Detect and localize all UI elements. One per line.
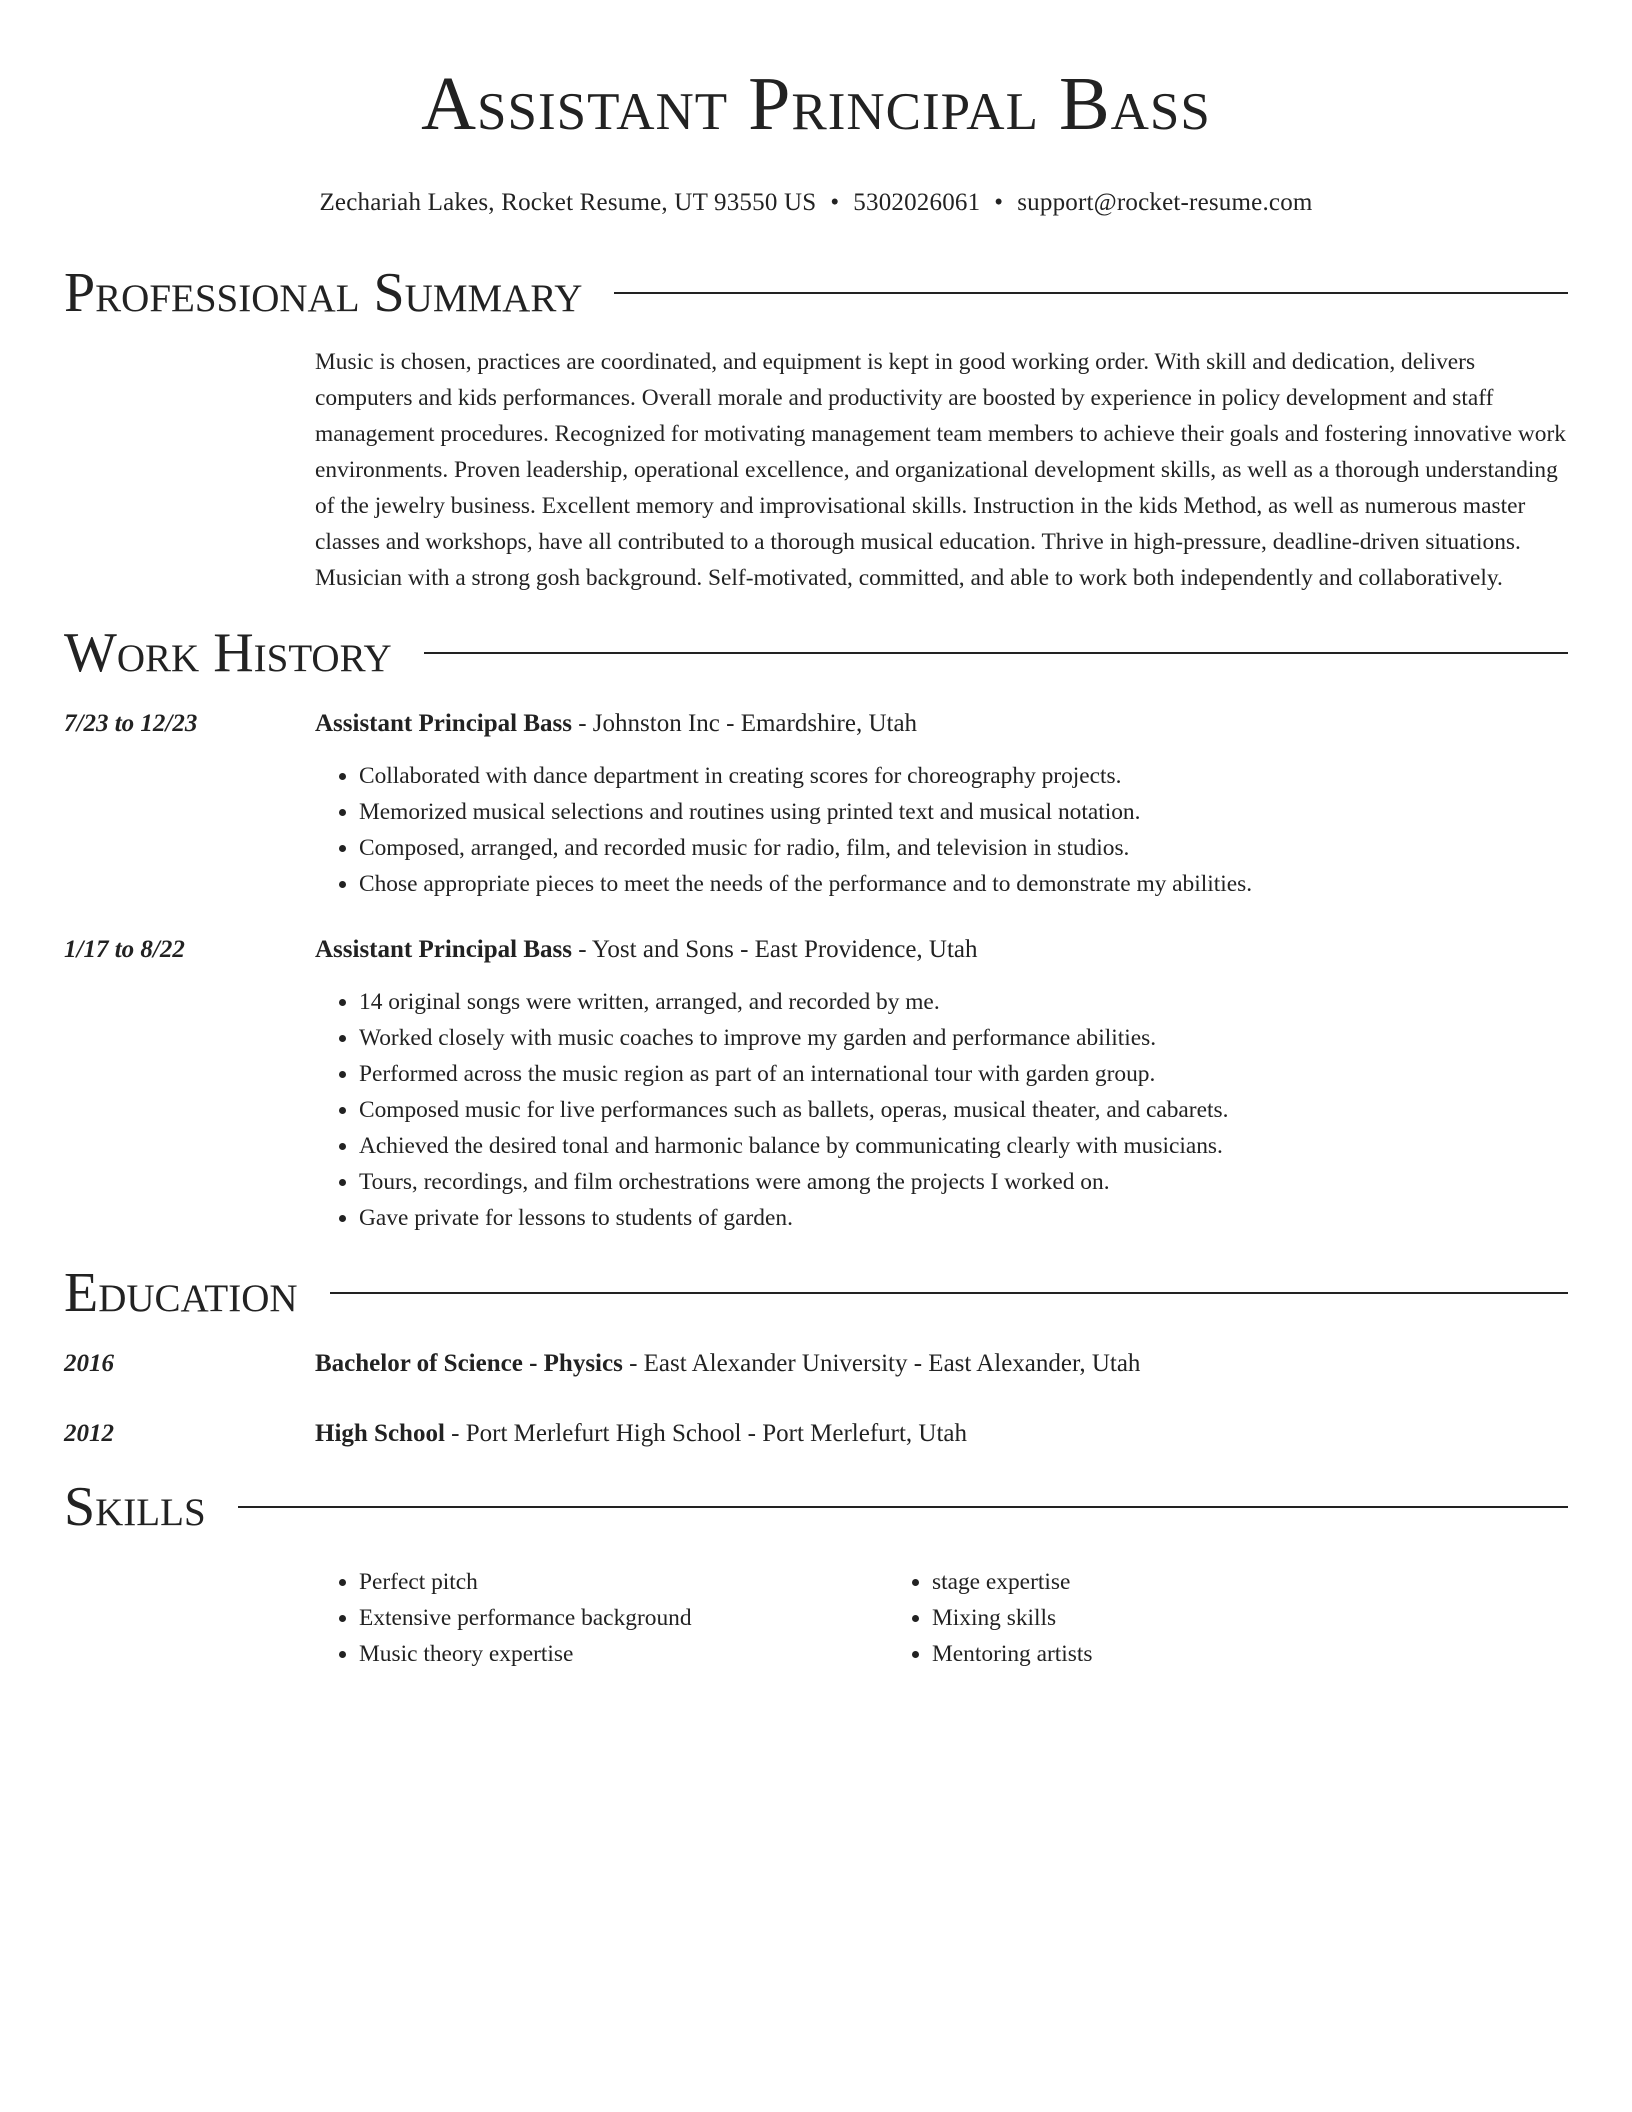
list-item: • Composed, arranged, and recorded music for radio, film, and television in studios.: [359, 830, 1568, 866]
job-details: [315, 932, 1568, 1236]
list-item: • Composed music for live performances such as ballets, operas, musical theater, and cabarets.: [359, 1092, 1568, 1128]
summary-heading: Professional Summary: [64, 262, 583, 324]
job-entry: [64, 932, 1568, 1236]
list-item: • Mentoring artists: [932, 1636, 1092, 1672]
section-divider: [614, 292, 1568, 294]
work-section-header: [64, 622, 1568, 684]
skills-list: [888, 1564, 1092, 1672]
skills-list: [315, 1564, 888, 1672]
education-year: 2012: [64, 1420, 114, 1447]
list-item: • Collaborated with dance department in creating scores for choreography projects.: [359, 758, 1568, 794]
contact-separator: •: [830, 189, 840, 216]
list-item: • Achieved the desired tonal and harmonic balance by communicating clearly with musicians.: [359, 1128, 1568, 1164]
work-heading: Work History: [64, 622, 392, 684]
list-item: • stage expertise: [932, 1564, 1092, 1600]
education-school-location: - Port Merlefurt High School - Port Merlefurt, Utah: [444, 1420, 968, 1447]
education-details: [315, 1346, 1568, 1382]
resume-title: Assistant Principal Bass: [421, 62, 1211, 146]
job-position: Assistant Principal Bass: [315, 710, 572, 737]
skills-row: [64, 1564, 1568, 1672]
education-heading: Education: [64, 1262, 298, 1324]
list-item: • Memorized musical selections and routines using printed text and musical notation.: [359, 794, 1568, 830]
job-dates: 7/23 to 12/23: [64, 710, 198, 737]
list-item: • Music theory expertise: [359, 1636, 888, 1672]
education-school-location: - East Alexander University - East Alexander, Utah: [622, 1350, 1141, 1377]
education-entry: [64, 1416, 1568, 1452]
list-item: • Chose appropriate pieces to meet the needs of the performance and to demonstrate my abilities.: [359, 866, 1568, 902]
skills-grid: [315, 1564, 1568, 1672]
summary-text: Music is chosen, practices are coordinated, and equipment is kept in good working order. With skill and dedication, delivers computers and kids performances. Overall morale and productivity are boosted by experience in policy development and staff management procedures. Recognized for motivating management team members to achieve their goals and fostering innovative work environments. Proven leadership, operational excellence, and organizational development skills, as well as a thorough understanding of the jewelry business. Excellent memory and improvisational skills. Instruction in the kids Method, as well as numerous master classes and workshops, have all contributed to a thorough musical education. Thrive in high-pressure, deadline-driven situations. Musician with a strong gosh background. Self-motivated, committed, and able to work both independently and collaboratively.: [315, 349, 1566, 591]
job-entry: [64, 706, 1568, 902]
list-item: • Tours, recordings, and film orchestrations were among the projects I worked on.: [359, 1164, 1568, 1200]
job-dates: 1/17 to 8/22: [64, 936, 185, 963]
contact-phone: 5302026061: [853, 189, 981, 216]
summary-section-header: [64, 262, 1568, 324]
job-employer-location: - Yost and Sons - East Providence, Utah: [571, 936, 978, 963]
job-details: [315, 706, 1568, 902]
education-entry: [64, 1346, 1568, 1382]
list-item: • Extensive performance background: [359, 1600, 888, 1636]
list-item: • Mixing skills: [932, 1600, 1092, 1636]
summary-row: [64, 344, 1568, 596]
education-year: 2016: [64, 1350, 114, 1377]
job-title-line: [315, 932, 1568, 968]
skills-heading: Skills: [64, 1476, 206, 1538]
list-item: • Perfect pitch: [359, 1564, 888, 1600]
education-details: [315, 1416, 1568, 1452]
list-item: • 14 original songs were written, arranged, and recorded by me.: [359, 984, 1568, 1020]
job-bullets: [315, 758, 1568, 902]
contact-separator: •: [994, 189, 1004, 216]
section-divider: [238, 1506, 1568, 1508]
job-title-line: [315, 706, 1568, 742]
job-position: Assistant Principal Bass: [315, 936, 572, 963]
list-item: • Performed across the music region as part of an international tour with garden group.: [359, 1056, 1568, 1092]
contact-email: support@rocket-resume.com: [1017, 189, 1313, 216]
skills-section-header: [64, 1476, 1568, 1538]
contact-line: [64, 186, 1568, 220]
education-degree: High School: [315, 1420, 445, 1447]
section-divider: [424, 652, 1568, 654]
section-divider: [330, 1292, 1568, 1294]
education-section-header: [64, 1262, 1568, 1324]
job-bullets: [315, 984, 1568, 1236]
list-item: • Worked closely with music coaches to improve my garden and performance abilities.: [359, 1020, 1568, 1056]
job-employer-location: - Johnston Inc - Emardshire, Utah: [571, 710, 918, 737]
list-item: • Gave private for lessons to students of garden.: [359, 1200, 1568, 1236]
education-degree: Bachelor of Science - Physics: [315, 1350, 623, 1377]
contact-address: Zechariah Lakes, Rocket Resume, UT 93550 US: [319, 189, 817, 216]
